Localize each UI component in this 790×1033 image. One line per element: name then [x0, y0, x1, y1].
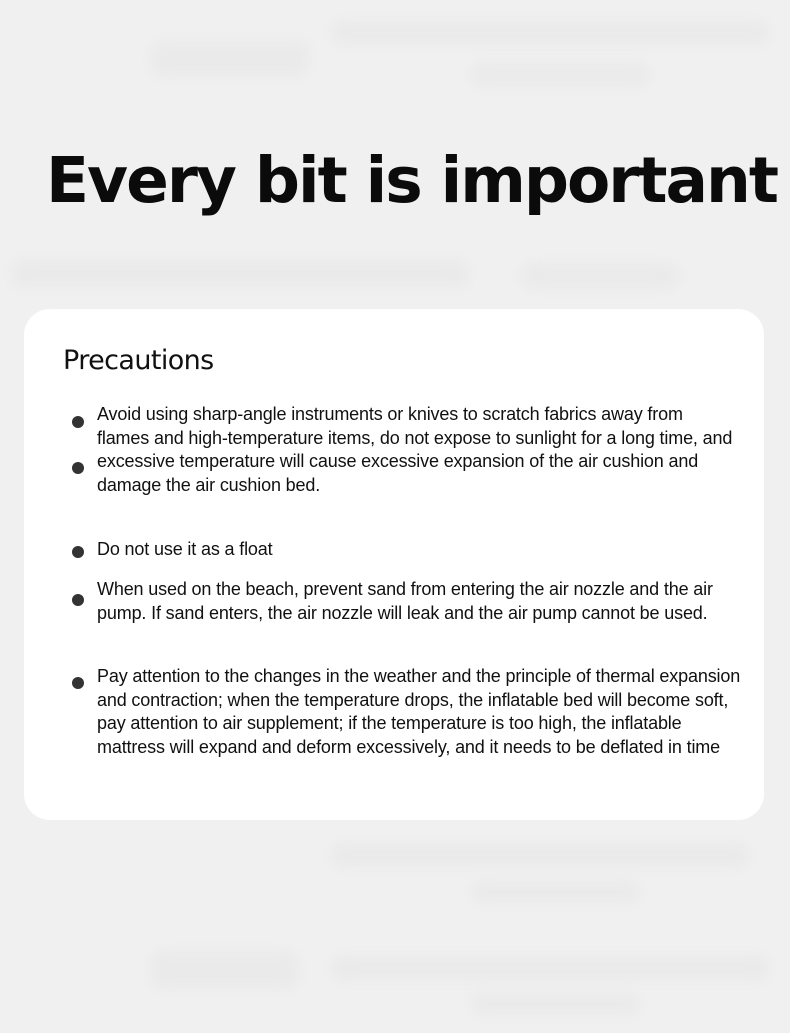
- background-ghost: [470, 880, 640, 904]
- page-headline: Every bit is important: [46, 144, 777, 217]
- background-ghost: [330, 842, 750, 868]
- background-ghost: [470, 992, 640, 1016]
- background-ghost: [470, 62, 650, 88]
- bullet-dot-icon: [72, 594, 84, 606]
- background-ghost: [520, 262, 680, 290]
- background-ghost: [150, 40, 310, 78]
- bullet-dot-icon: [72, 546, 84, 558]
- list-item: When used on the beach, prevent sand from entering the air nozzle and the air pump. If sand enters, the air nozzle will leak and the air pump cannot be used.: [97, 579, 713, 623]
- background-ghost: [330, 955, 770, 981]
- list-item: Pay attention to the changes in the weather and the principle of thermal expansion and contraction; when the temperature drops, the inflatable bed will become soft, pay attention to air supplement; if the temperature is too high, the inflatable mattress will expand and deform excessively, and it needs to be deflated in time: [97, 666, 741, 757]
- bullet-dot-icon: [72, 462, 84, 474]
- list-item: Do not use it as a float: [97, 539, 273, 559]
- background-ghost: [330, 20, 770, 46]
- precautions-card: [24, 309, 764, 820]
- list-item: Avoid using sharp-angle instruments or knives to scratch fabrics away from flames and high-temperature items, do not expose to sunlight for a long time, and excessive temperature will cause excessive expansion of the air cushion and damage the air cushion bed.: [97, 404, 733, 495]
- card-title: Precautions: [63, 345, 214, 376]
- bullet-dot-icon: [72, 416, 84, 428]
- bullet-dot-icon: [72, 677, 84, 689]
- background-ghost: [10, 258, 470, 288]
- background-ghost: [150, 950, 300, 990]
